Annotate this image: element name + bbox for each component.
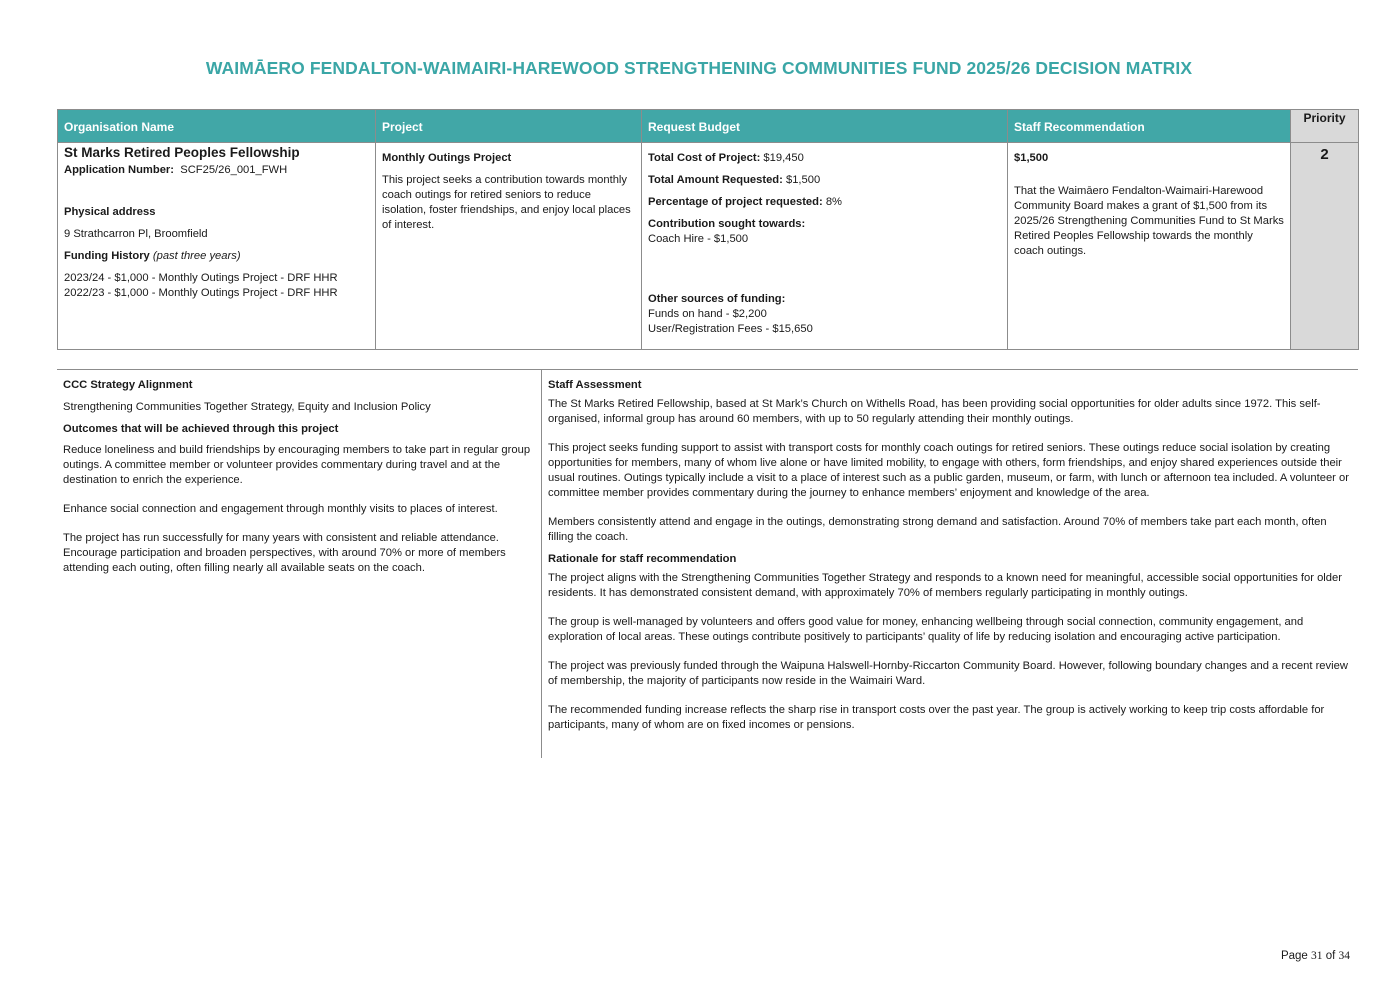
staff-recommendation-cell [1008,143,1291,350]
application-number-label: Application Number: [64,164,175,176]
rationale-heading: Rationale for staff recommendation [548,553,737,565]
priority-cell [1291,143,1359,350]
percentage-label: Percentage of project requested: [648,196,823,208]
staff-assessment-heading: Staff Assessment [548,379,642,391]
project-name: Monthly Outings Project [382,152,512,164]
page-word: Page [1280,950,1308,962]
decision-matrix-table [57,109,1359,350]
strategy-alignment-heading: CCC Strategy Alignment [63,379,193,391]
assessment-paragraph: This project seeks funding support to assist with transport costs for monthly coach outings for retired seniors. These outings reduce social isolation by creating opportunities for members, many of whom live alone or have limited mobility, to engage with others, form friendships, and enjoy shared experiences outside their usual routines. Outings typically include a visit to a place of interest such as a public garden, museum, or farm, with lunch or afternoon tea included. A volunteer or committee member provides commentary during the journey to enhance members’ enjoyment and knowledge of the area. [548,442,1349,499]
address-label: Physical address [64,206,156,218]
of-word: of [1325,950,1336,962]
application-number [64,163,369,178]
header-staff-recommendation: Staff Recommendation [1008,110,1291,143]
page-number [1281,950,1350,962]
amount-requested-label: Total Amount Requested: [648,174,783,186]
header-request-budget: Request Budget [642,110,1008,143]
page-current: 31 [1311,950,1323,962]
outcome-paragraph: Reduce loneliness and build friendships by encouraging members to take part in regular group outings. A committee member or volunteer provides commentary during travel and at the destination to enrich the experience. [63,444,531,486]
priority-value: 2 [1320,146,1329,163]
outcomes-heading: Outcomes that will be achieved through this project [63,423,339,435]
table-header-row [58,110,1359,143]
rationale-paragraph: The project was previously funded through the Waipuna Halswell-Hornby-Riccarton Community Board. However, following boundary changes and a recent review of membership, the majority of participants now reside in the Waimairi Ward. [548,660,1348,687]
percentage-requested [648,195,1001,210]
contribution-value: Coach Hire - $1,500 [648,233,749,245]
outcome-paragraph: Enhance social connection and engagement through monthly visits to places of interest. [63,503,498,515]
assessment-paragraph: The St Marks Retired Fellowship, based at St Mark’s Church on Withells Road, has been providing social opportunities for older adults since 1972. This self-organised, informal group has around 60 members, with up to 50 regularly attending their monthly outings. [548,398,1321,425]
rationale-paragraph: The recommended funding increase reflects the sharp rise in transport costs over the past year. The group is actively working to keep trip costs affordable for participants, many of whom are on fixed incomes or pensions. [548,704,1325,731]
address-value: 9 Strathcarron Pl, Broomfield [64,228,208,240]
rationale-paragraph: The project aligns with the Strengthening Communities Together Strategy and responds to a known need for meaningful, accessible social opportunities for older residents. It has demonstrated consistent demand, with approximately 70% of members regularly participating in monthly outings. [548,572,1342,599]
organisation-cell [58,143,376,350]
strategy-alignment-text: Strengthening Communities Together Strategy, Equity and Inclusion Policy [63,401,431,413]
contribution-label: Contribution sought towards: [648,218,806,230]
other-funding-label: Other sources of funding: [648,293,786,305]
application-number-value: SCF25/26_001_FWH [180,164,288,176]
organisation-name: St Marks Retired Peoples Fellowship [64,145,300,160]
total-cost [648,151,1001,166]
total-cost-value: $19,450 [763,152,804,164]
project-cell [376,143,642,350]
funding-history-heading [64,249,369,264]
other-funding-item: Funds on hand - $2,200 [648,308,767,320]
amount-requested-value: $1,500 [785,174,821,186]
outcome-paragraph: The project has run successfully for many years with consistent and reliable attendance. Encourage participation and broaden perspectives, with around 70% or more of members attending each outing, often filling nearly all available seats on the coach. [63,532,506,574]
total-cost-label: Total Cost of Project: [648,152,761,164]
funding-history-item: 2023/24 - $1,000 - Monthly Outings Project - DRF HHR [64,272,338,284]
recommended-amount: $1,500 [1014,152,1049,164]
funding-history-note: (past three years) [152,250,241,262]
rationale-paragraph: The group is well-managed by volunteers and offers good value for money, enhancing wellbeing through social connection, community engagement, and exploration of local areas. These outings contribute positively to participants’ quality of life by reducing isolation and encouraging active participation. [548,616,1304,643]
percentage-value: 8% [825,196,842,208]
recommendation-text: That the Waimāero Fendalton-Waimairi-Harewood Community Board makes a grant of $1,500 from its 2025/26 Strengthening Communities Fund to St Marks Retired Peoples Fellowship towards the monthly coach outings. [1014,185,1284,257]
other-funding-item: User/Registration Fees - $15,650 [648,323,813,335]
column-divider [541,370,542,758]
funding-history-item: 2022/23 - $1,000 - Monthly Outings Project - DRF HHR [64,287,338,299]
page-title: WAIMĀERO FENDALTON-WAIMAIRI-HAREWOOD STRENGTHENING COMMUNITIES FUND 2025/26 DECISION MATRIX [205,58,1193,78]
project-description: This project seeks a contribution towards monthly coach outings for retired seniors to reduce isolation, foster friendships, and enjoy local places of interest. [382,174,631,231]
header-priority: Priority [1291,110,1359,143]
funding-history-label: Funding History [64,250,150,262]
header-organisation: Organisation Name [58,110,376,143]
amount-requested [648,173,1001,188]
assessment-section [57,369,1358,760]
budget-cell [642,143,1008,350]
assessment-paragraph: Members consistently attend and engage in the outings, demonstrating strong demand and satisfaction. Around 70% of members take part each month, often filling the coach. [548,516,1327,543]
page-total: 34 [1338,950,1350,962]
table-row [58,143,1359,350]
strategy-alignment-column [63,378,535,583]
staff-assessment-column [548,378,1353,740]
header-project: Project [376,110,642,143]
